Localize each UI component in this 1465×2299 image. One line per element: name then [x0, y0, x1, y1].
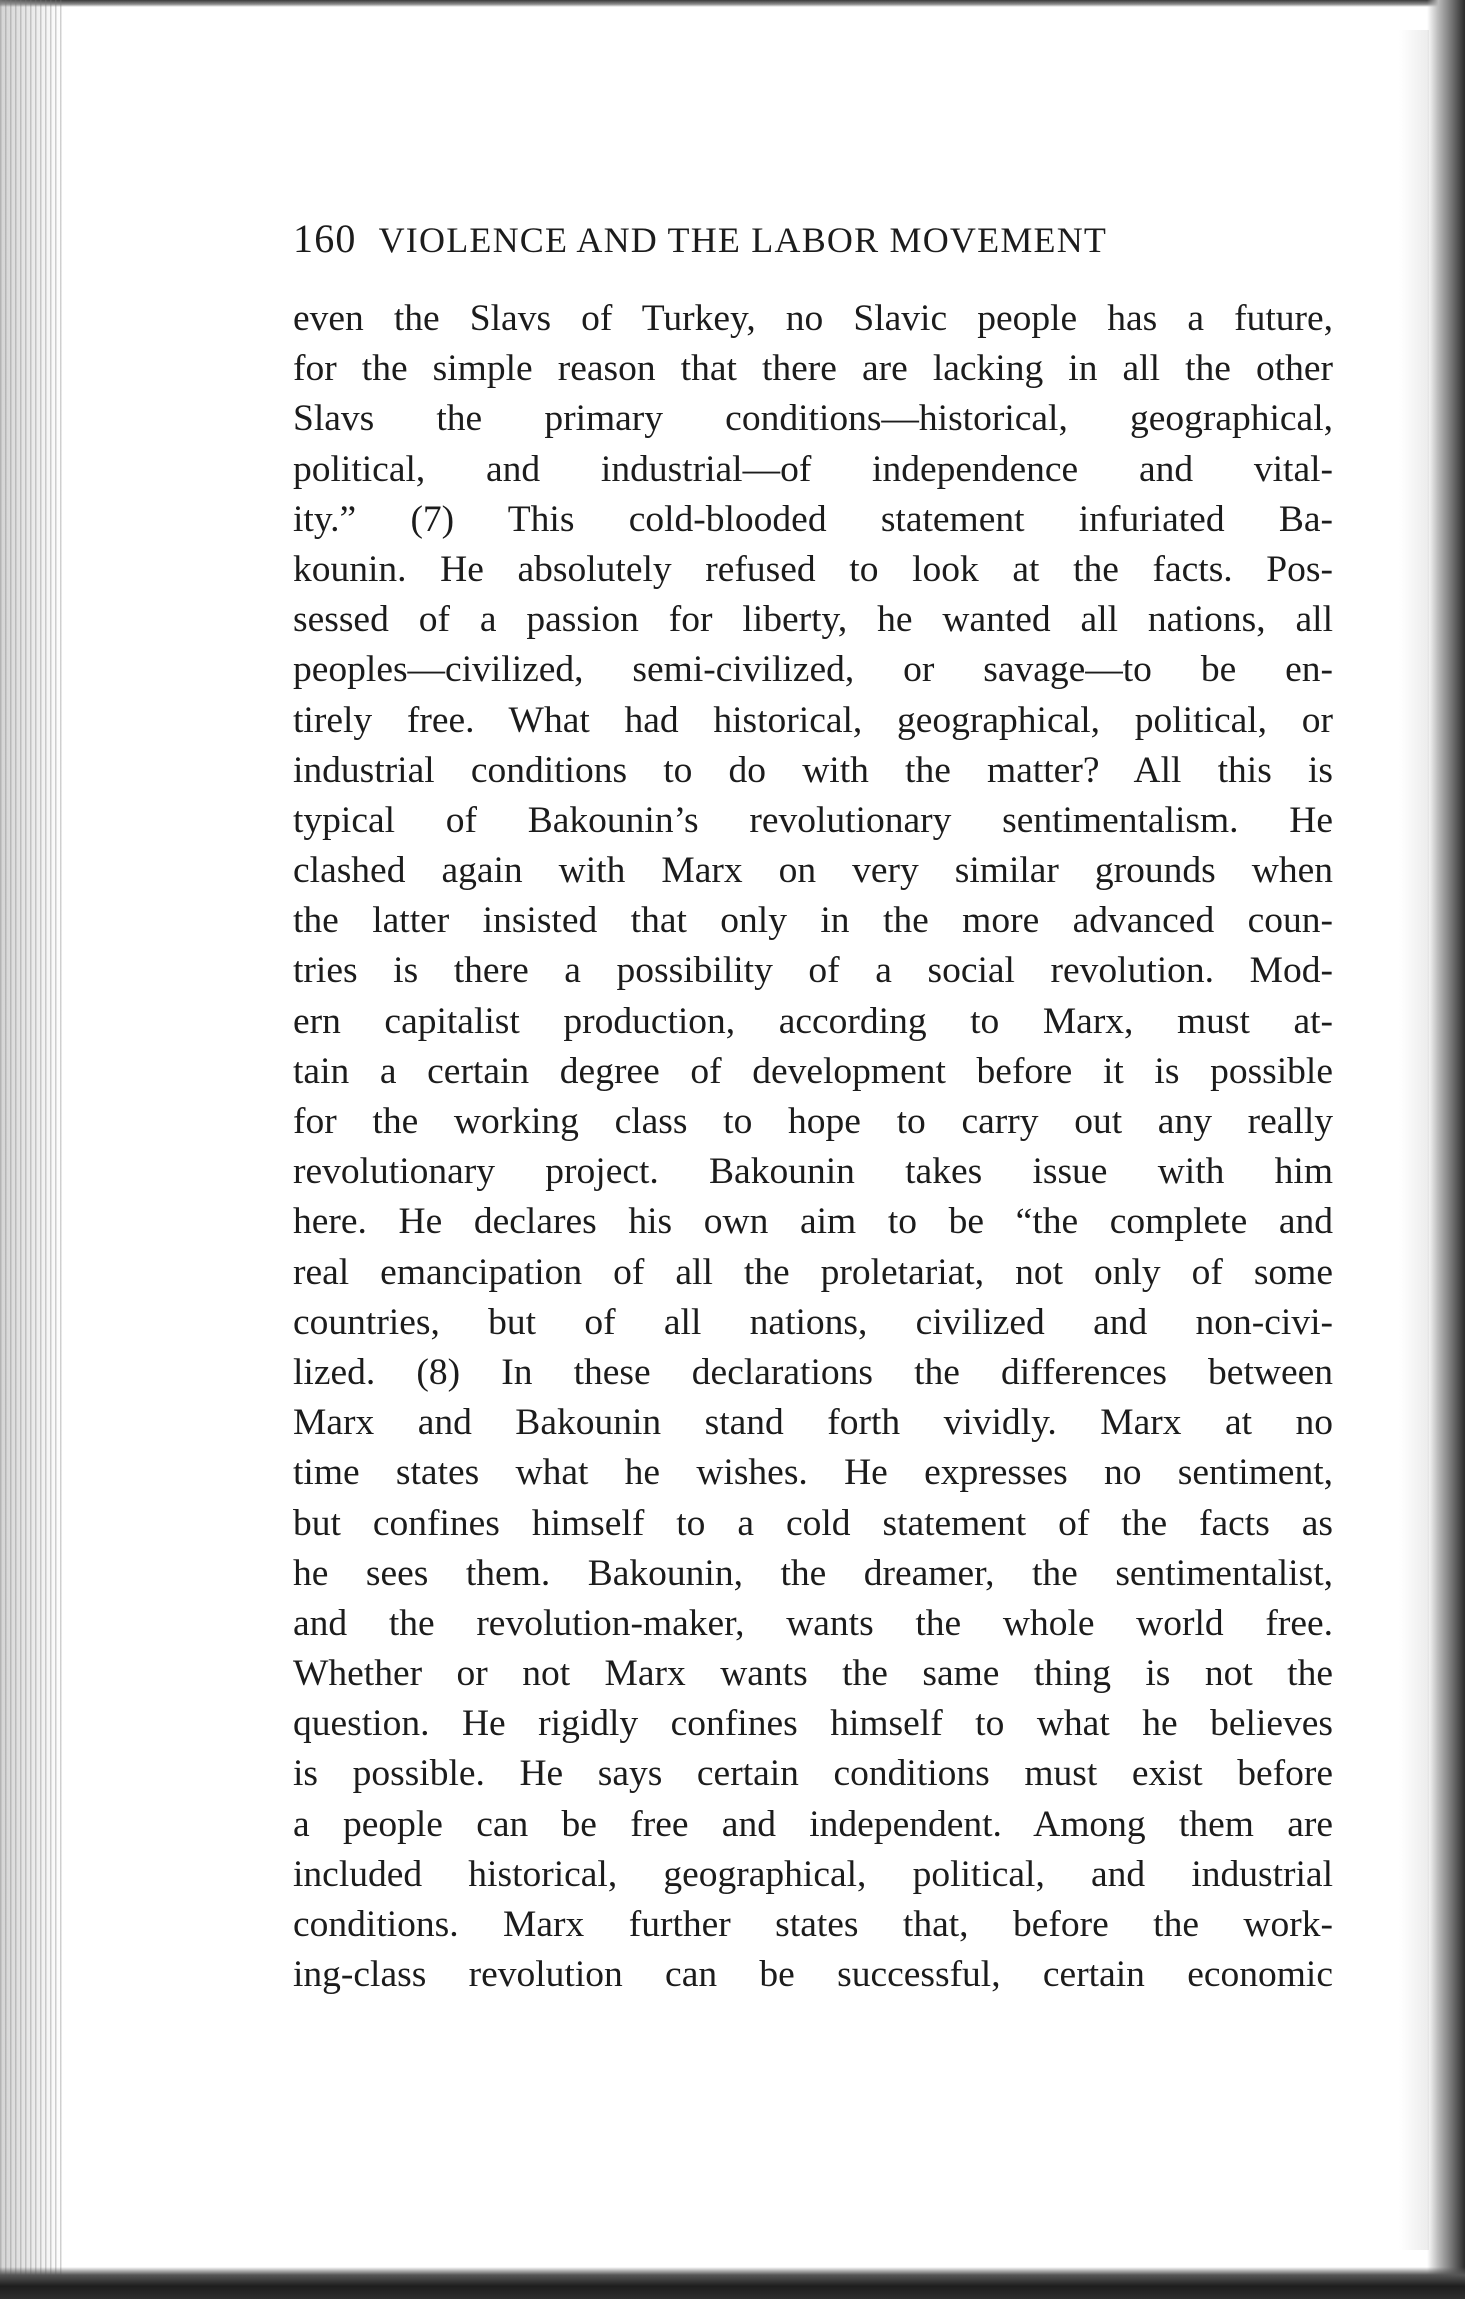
text-line: ern capitalist production, according to Marx, must at-	[293, 1000, 1333, 1042]
text-line: but confines himself to a cold statement of the facts as	[293, 1502, 1333, 1544]
text-line: he sees them. Bakounin, the dreamer, the sentimentalist,	[293, 1552, 1333, 1594]
text-line: for the working class to hope to carry out any really	[293, 1101, 1333, 1142]
text-line: peoples—civilized, semi-civilized, or savage—to be en-	[293, 649, 1333, 691]
text-line: and the revolution-maker, wants the whole world free.	[293, 1602, 1333, 1644]
text-line: conditions. Marx further states that, before the work-	[293, 1904, 1333, 1945]
text-line: a people can be free and independent. Among them are	[293, 1803, 1333, 1845]
text-line: is possible. He says certain conditions must exist before	[293, 1753, 1333, 1795]
text-line: for the simple reason that there are lacking in all the other	[293, 348, 1333, 390]
text-line: the latter insisted that only in the more advanced coun-	[293, 900, 1333, 942]
text-line: here. He declares his own aim to be “the complete and	[293, 1201, 1333, 1243]
running-head	[293, 210, 1333, 268]
text-line: clashed again with Marx on very similar grounds when	[293, 850, 1333, 892]
running-title: VIOLENCE AND THE LABOR MOVEMENT	[378, 220, 1108, 260]
text-line: included historical, geographical, political, and industrial	[293, 1853, 1333, 1895]
text-line: tain a certain degree of development before it is possible	[293, 1050, 1333, 1092]
book-page	[293, 210, 1333, 2000]
text-line: kounin. He absolutely refused to look at the facts. Pos-	[293, 548, 1333, 590]
text-line: even the Slavs of Turkey, no Slavic people has a future,	[293, 298, 1333, 339]
text-line: revolutionary project. Bakounin takes issue with him	[293, 1151, 1333, 1193]
text-line: Whether or not Marx wants the same thing is not the	[293, 1653, 1333, 1695]
text-line: sessed of a passion for liberty, he wanted all nations, all	[293, 599, 1333, 641]
text-line: political, and industrial—of independence and vital-	[293, 448, 1333, 490]
text-line: question. He rigidly confines himself to what he believes	[293, 1703, 1333, 1745]
text-line: tirely free. What had historical, geographical, political, or	[293, 699, 1333, 741]
page-number: 160	[293, 216, 357, 261]
text-line: industrial conditions to do with the matter? All this is	[293, 749, 1333, 791]
scan-binding-gutter	[0, 0, 62, 2299]
text-line: Marx and Bakounin stand forth vividly. Marx at no	[293, 1402, 1333, 1444]
text-line: ity.” (7) This cold-blooded statement infuriated Ba-	[293, 498, 1333, 540]
text-line: ing-class revolution can be successful, certain economic	[293, 1954, 1333, 1996]
scan-right-shadow	[1399, 30, 1429, 2250]
scan-right-edge	[1427, 0, 1465, 2299]
text-line: time states what he wishes. He expresses no sentiment,	[293, 1452, 1333, 1494]
text-line: real emancipation of all the proletariat, not only of some	[293, 1251, 1333, 1293]
text-line: typical of Bakounin’s revolutionary sentimentalism. He	[293, 799, 1333, 841]
scan-top-edge	[0, 0, 1465, 7]
text-line: countries, but of all nations, civilized and non-civi-	[293, 1301, 1333, 1343]
scan-bottom-edge	[0, 2267, 1465, 2299]
text-line: lized. (8) In these declarations the differences between	[293, 1351, 1333, 1393]
text-line: Slavs the primary conditions—historical, geographical,	[293, 398, 1333, 440]
body-text	[293, 294, 1333, 2000]
text-line: tries is there a possibility of a social revolution. Mod-	[293, 950, 1333, 992]
